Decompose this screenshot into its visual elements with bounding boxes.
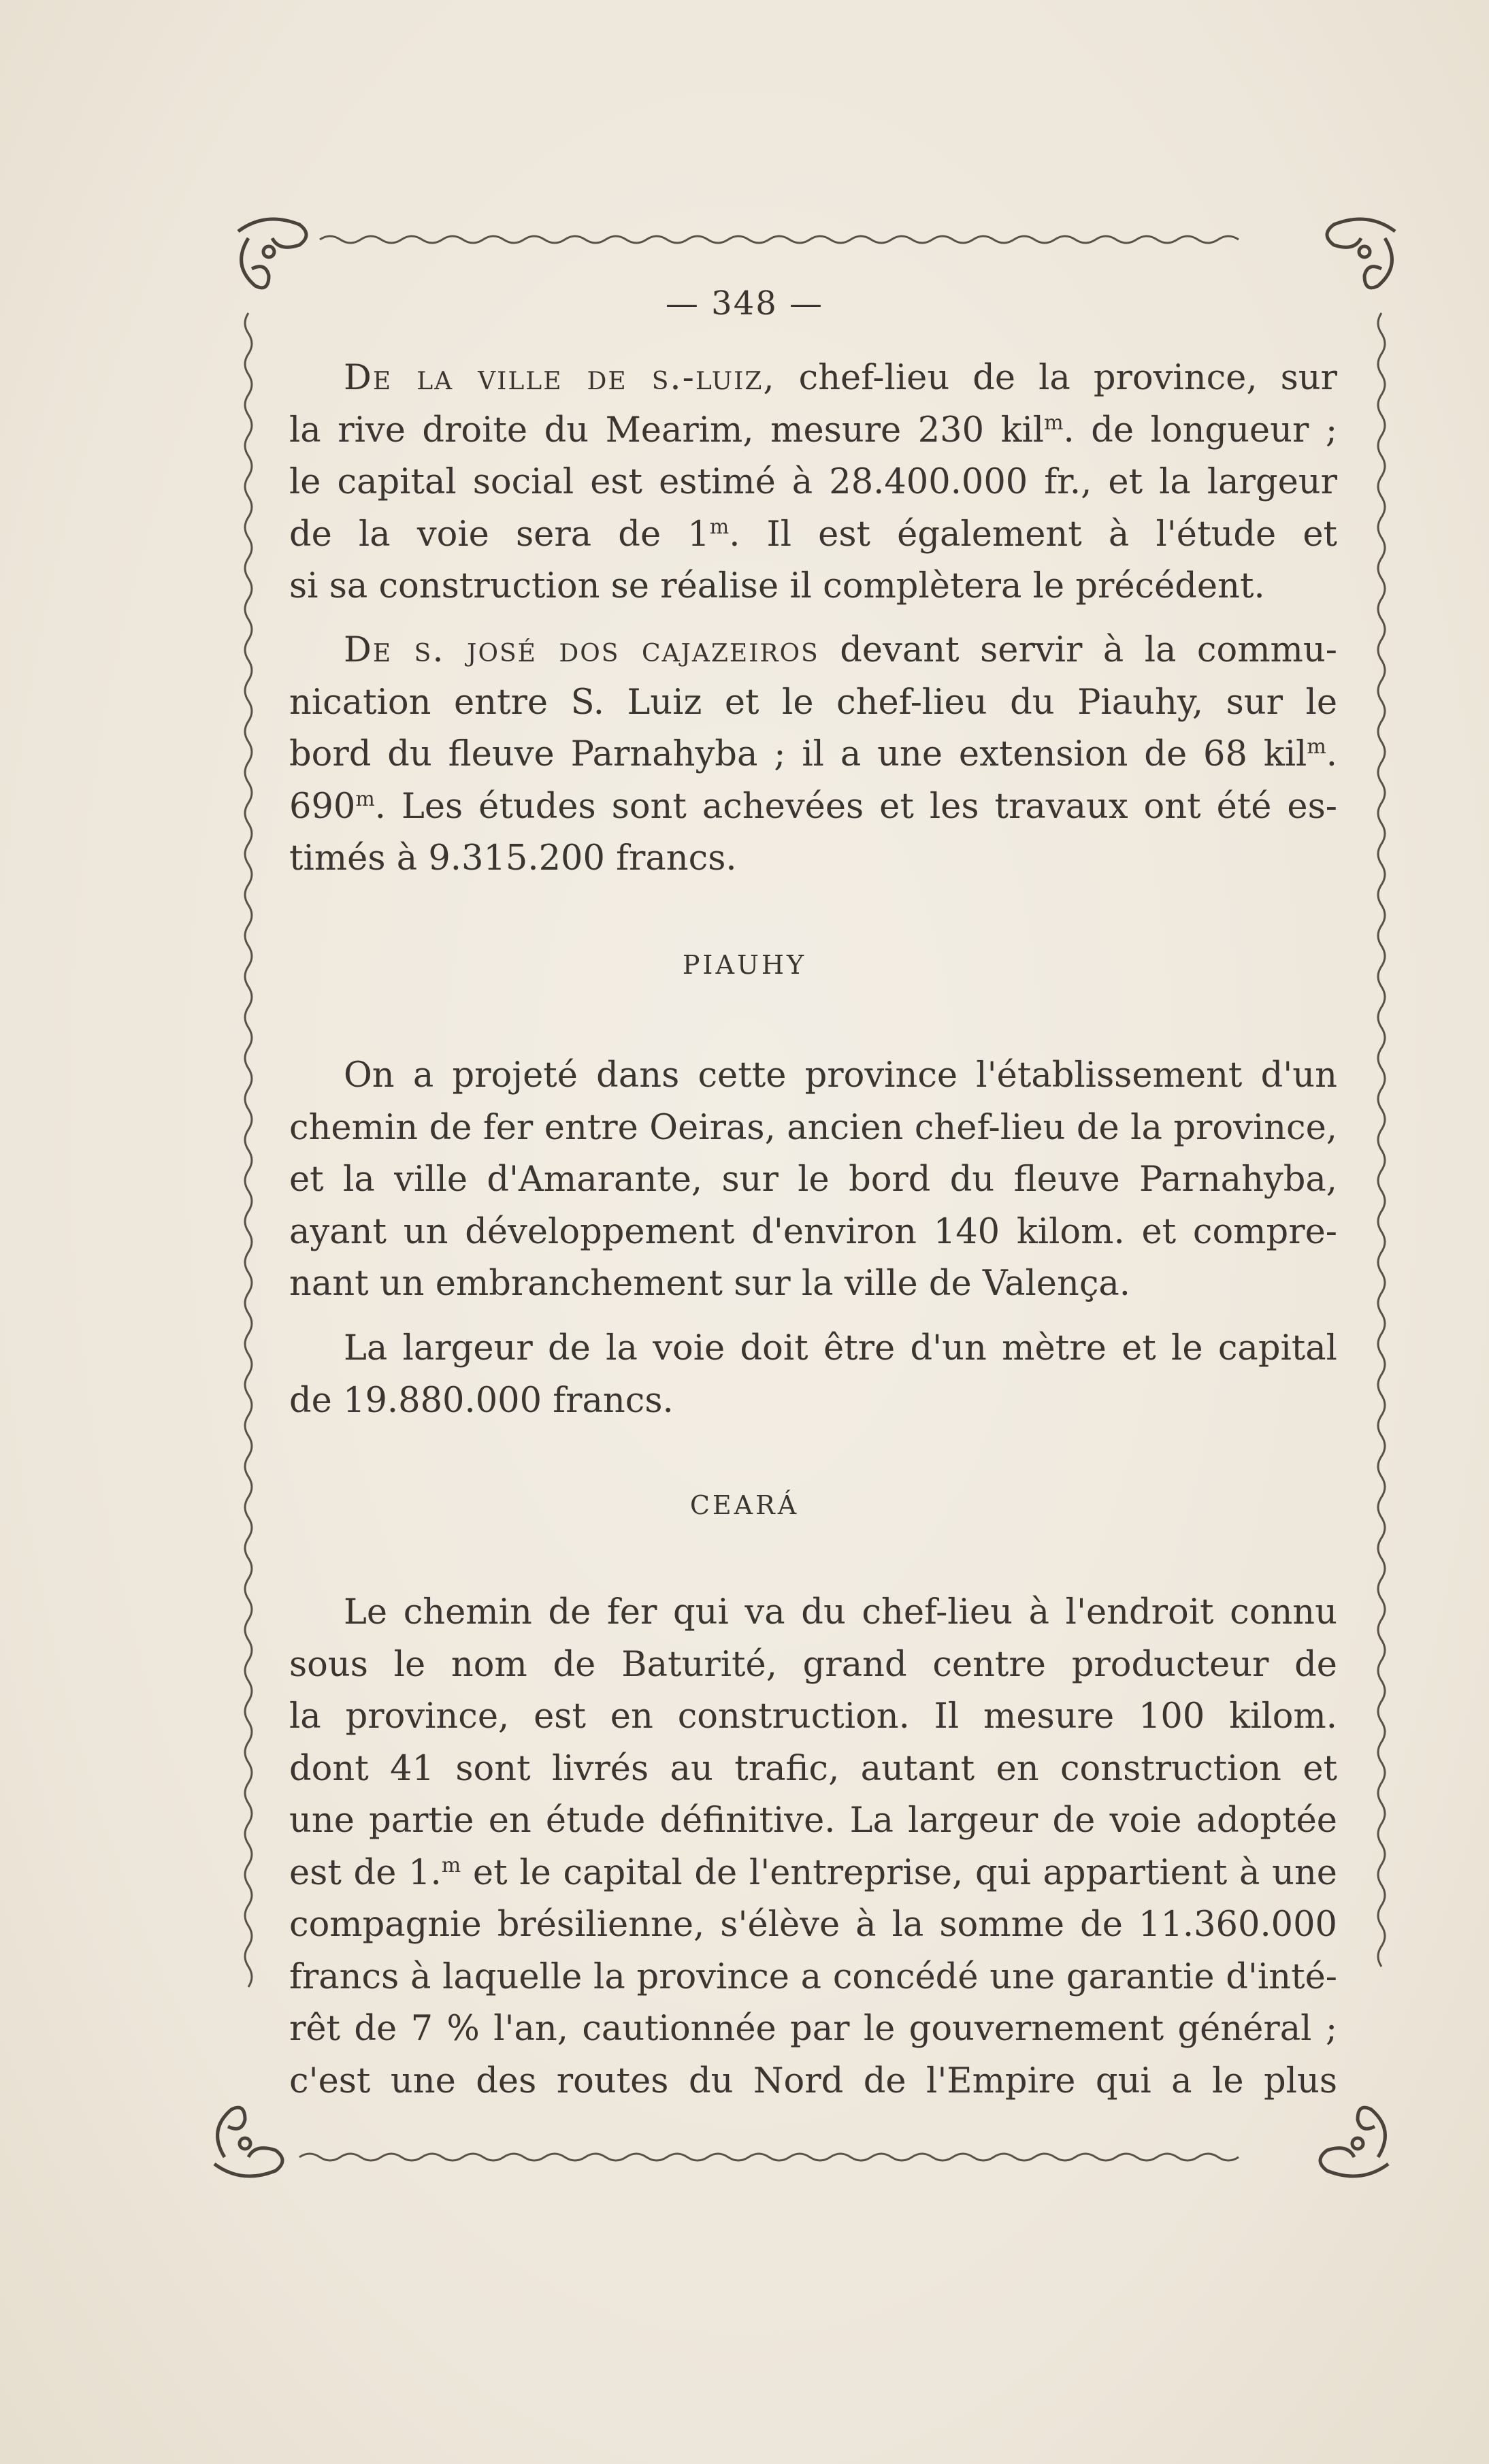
text-line: la province, est en construction. Il mesure 100 kilom. (289, 1696, 1337, 1737)
text-line: une partie en étude définitive. La largeur de voie adoptée (289, 1801, 1337, 1841)
corner-flourish-top-right (1327, 219, 1395, 288)
text-line: de la voie sera de 1$^m$. Il est également à l'étude et (289, 514, 1337, 555)
corner-flourish-bottom-left (214, 2107, 282, 2176)
text-line: et la ville d'Amarante, sur le bord du fleuve Parnahyba, (289, 1160, 1337, 1200)
text-line: On a projeté dans cette province l'établissement d'un (344, 1055, 1337, 1096)
paragraph-ceara (289, 1587, 1337, 2107)
text-line: rêt de 7 % l'an, cautionnée par le gouvernement général ; (289, 2009, 1337, 2049)
top-wavy-rule (320, 236, 1239, 243)
text-line: 690$^m$. Les études sont achevées et les travaux ont été es- (289, 786, 1337, 827)
corner-flourish-bottom-right (1320, 2107, 1388, 2176)
text-line: francs à laquelle la province a concédé une garantie d'inté- (289, 1956, 1337, 1997)
paragraph-lead: De la ville de s.-luiz, (344, 358, 776, 398)
text-line: bord du fleuve Parnahyba ; il a une extension de 68 kil$^m$. (289, 734, 1337, 774)
corner-flourish-top-left (238, 219, 306, 288)
paragraph-piauhy-capital (289, 1323, 1337, 1427)
paragraph-lead: De s. josé dos cajazeiros (344, 630, 819, 670)
text-line: nant un embranchement sur la ville de Valença. (289, 1264, 1131, 1304)
paragraph-piauhy (289, 1050, 1337, 1311)
text-line: dont 41 sont livrés au trafic, autant en construction et (289, 1748, 1337, 1789)
left-wavy-rule (245, 313, 252, 1987)
paragraph-s-luiz (289, 352, 1337, 613)
text-line: compagnie brésilienne, s'élève à la somme de 11.360.000 (289, 1905, 1337, 1945)
text-line: chemin de fer entre Oeiras, ancien chef-lieu de la province, (289, 1107, 1337, 1148)
text-line: c'est une des routes du Nord de l'Empire qui a le plus (289, 2060, 1337, 2101)
right-wavy-rule (1378, 313, 1385, 1967)
text-line: De s. josé dos cajazeiros devant servir à la commu- (344, 630, 1337, 670)
text-line: si sa construction se réalise il complètera le précédent. (289, 566, 1265, 606)
text-line: la rive droite du Mearim, mesure 230 kil$^m$. de longueur ; (289, 410, 1337, 450)
page-number: — 348 — (665, 284, 824, 323)
text-line: est de 1.$^m$ et le capital de l'entreprise, qui appartient à une (289, 1852, 1337, 1893)
bottom-wavy-rule (299, 2154, 1239, 2161)
text-line: ayant un développement d'environ 140 kilom. et compre- (289, 1211, 1337, 1252)
text-line: timés à 9.315.200 francs. (289, 838, 737, 878)
text-line: De la ville de s.-luiz, chef-lieu de la province, sur (344, 358, 1337, 398)
section-heading-piauhy: PIAUHY (682, 950, 807, 980)
text-line: Le chemin de fer qui va du chef-lieu à l'endroit connu (344, 1592, 1337, 1632)
text-line: sous le nom de Baturité, grand centre producteur de (289, 1644, 1337, 1685)
text-line: nication entre S. Luiz et le chef-lieu du Piauhy, sur le (289, 682, 1337, 723)
text-line: La largeur de la voie doit être d'un mètre et le capital (344, 1328, 1337, 1368)
text-line: de 19.880.000 francs. (289, 1380, 674, 1421)
text-line: le capital social est estimé à 28.400.000 fr., et la largeur (289, 462, 1337, 502)
paragraph-s-jose-dos-cajazeiros (289, 625, 1337, 885)
section-heading-ceara: CEARÁ (689, 1490, 800, 1520)
